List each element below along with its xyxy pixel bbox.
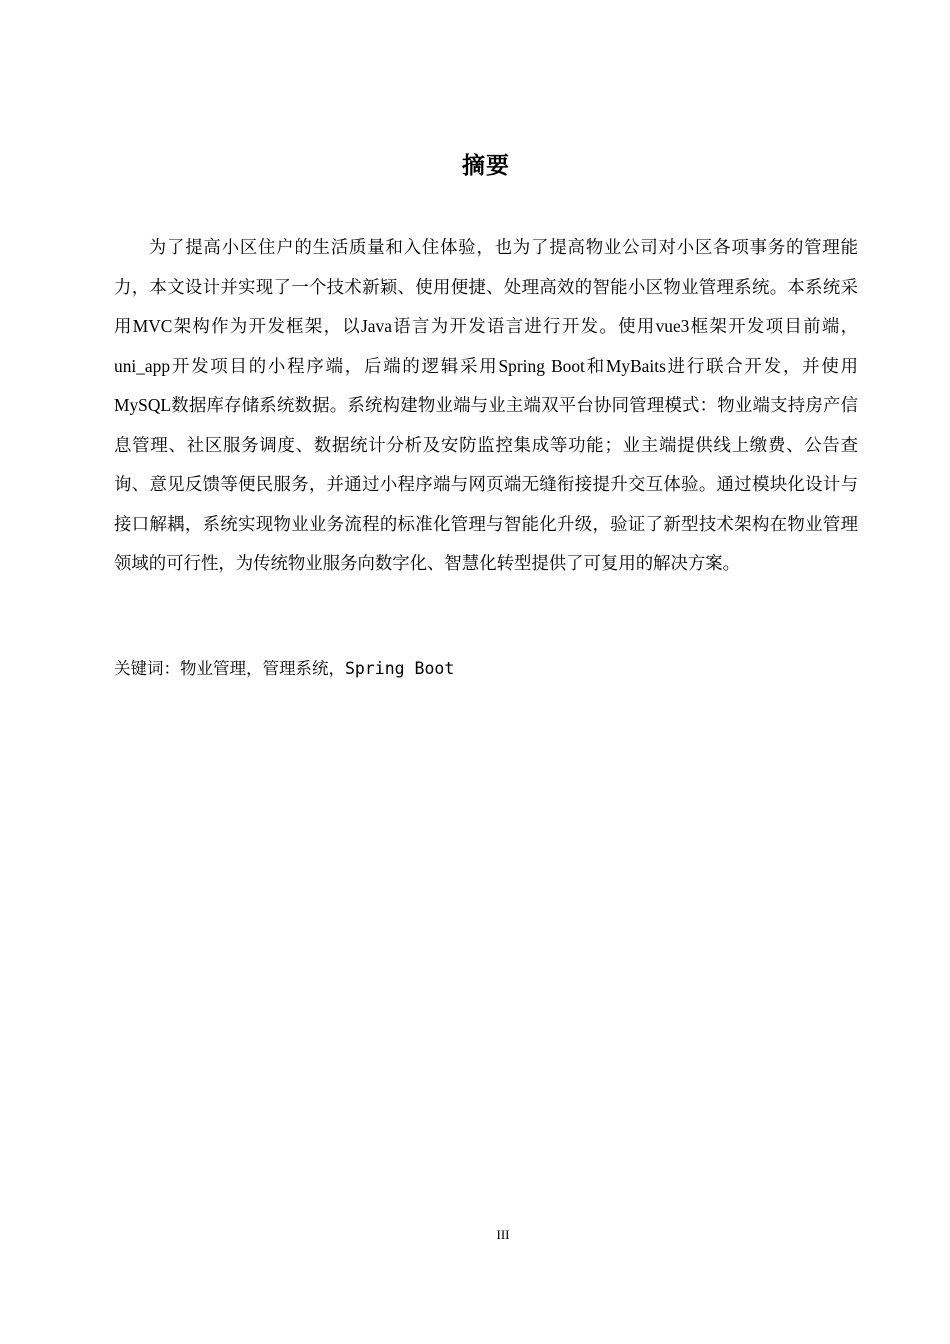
abstract-paragraph: 为了提高小区住户的生活质量和入住体验，也为了提高物业公司对小区各项事务的管理能力，本文设计并实现了一个技术新颖、使用便捷、处理高效的智能小区物业管理系统。本系统采用MVC架构作为开发框架，以Java语言为开发语言进行开发。使用vue3框架开发项目前端，uni_app开发项目的小程序端，后端的逻辑采用Spring Boot和MyBaits进行联合开发，并使用MySQL数据库存储系统数据。系统构建物业端与业主端双平台协同管理模式：物业端支持房产信息管理、社区服务调度、数据统计分析及安防监控集成等功能；业主端提供线上缴费、公告查询、意见反馈等便民服务，并通过小程序端与网页端无缝衔接提升交互体验。通过模块化设计与接口解耦，系统实现物业业务流程的标准化管理与智能化升级，验证了新型技术架构在物业管理领域的可行性，为传统物业服务向数字化、智慧化转型提供了可复用的解决方案。 — [114, 237, 858, 573]
keywords-line: 关键词：物业管理，管理系统，Spring Boot — [114, 659, 455, 678]
abstract-title: 摘要 — [462, 153, 510, 179]
page-number: III — [496, 1227, 510, 1242]
